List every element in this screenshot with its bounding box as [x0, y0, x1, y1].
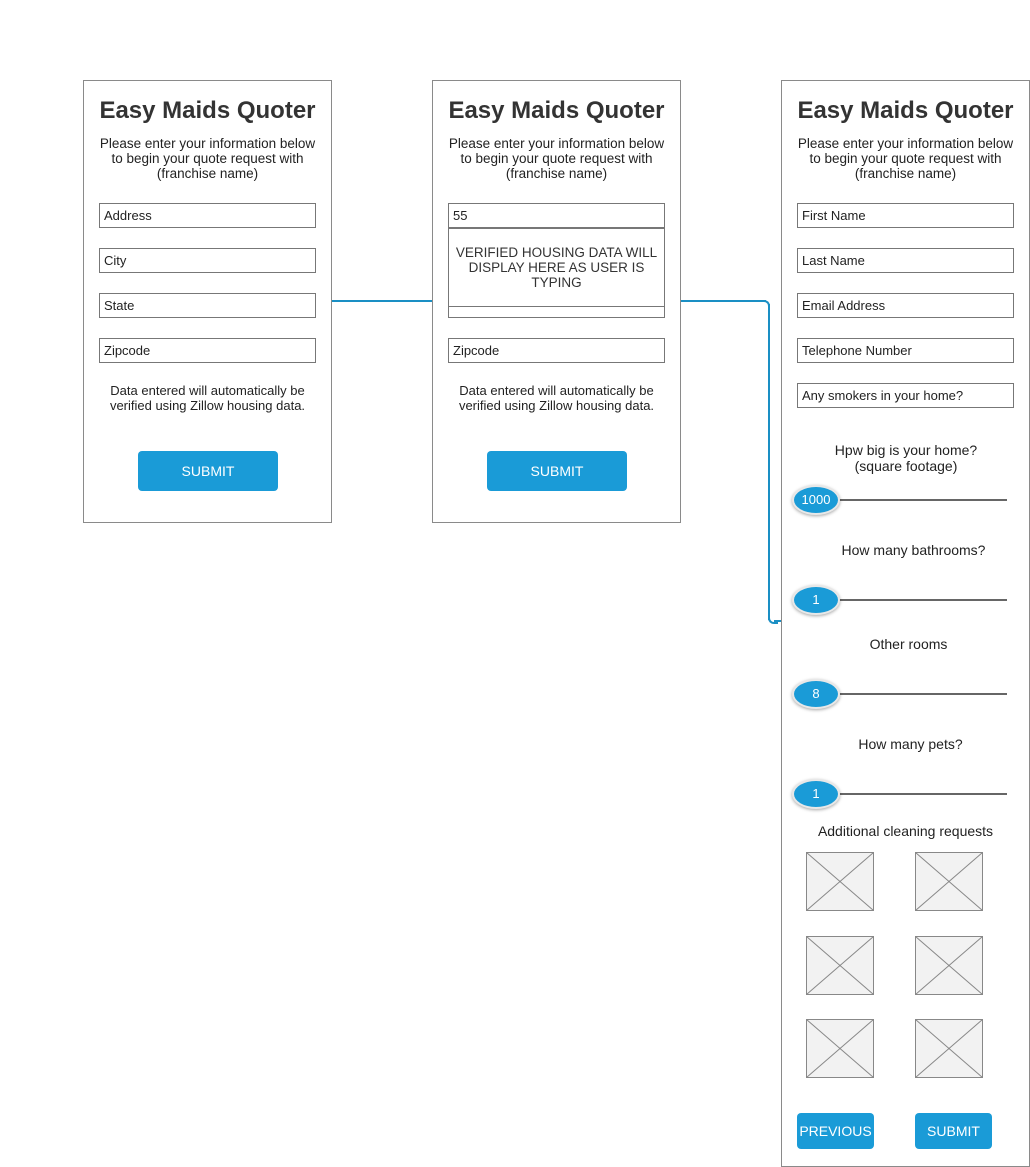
- pets-slider-knob[interactable]: 1: [792, 779, 840, 809]
- pets-label: How many pets?: [858, 736, 963, 752]
- other-rooms-label: Other rooms: [869, 636, 948, 652]
- previous-button[interactable]: PREVIOUS: [797, 1113, 874, 1149]
- zipcode-input[interactable]: Zipcode: [448, 338, 665, 363]
- other-rooms-slider-track[interactable]: [827, 693, 1007, 695]
- square-footage-slider-track[interactable]: [827, 499, 1007, 501]
- last-name-input[interactable]: Last Name: [797, 248, 1014, 273]
- other-rooms-slider-knob[interactable]: 8: [792, 679, 840, 709]
- submit-button[interactable]: SUBMIT: [487, 451, 627, 491]
- request-image-placeholder-icon[interactable]: [915, 852, 983, 911]
- app-title: Easy Maids Quoter: [448, 97, 665, 124]
- screen-address-entry: [83, 80, 332, 523]
- app-title: Easy Maids Quoter: [99, 97, 316, 124]
- square-footage-label: Hpw big is your home? (square footage): [834, 442, 978, 474]
- first-name-input[interactable]: First Name: [797, 203, 1014, 228]
- submit-button[interactable]: SUBMIT: [138, 451, 278, 491]
- telephone-input[interactable]: Telephone Number: [797, 338, 1014, 363]
- bathrooms-slider-track[interactable]: [827, 599, 1007, 601]
- request-image-placeholder-icon[interactable]: [915, 1019, 983, 1078]
- connector-screen1-screen2: [331, 300, 433, 302]
- intro-text: Please enter your information below to begin your quote request with (franchise name): [448, 136, 665, 181]
- email-input[interactable]: Email Address: [797, 293, 1014, 318]
- connector-screen2-screen3-horizontal: [680, 300, 766, 302]
- zillow-note: Data entered will automatically be verified using Zillow housing data.: [109, 383, 306, 413]
- smokers-input[interactable]: Any smokers in your home?: [797, 383, 1014, 408]
- pets-slider-track[interactable]: [827, 793, 1007, 795]
- request-image-placeholder-icon[interactable]: [806, 1019, 874, 1078]
- address-input[interactable]: Address: [99, 203, 316, 228]
- connector-corner-top: [762, 300, 770, 308]
- state-input[interactable]: State: [99, 293, 316, 318]
- city-input[interactable]: City: [99, 248, 316, 273]
- submit-button[interactable]: SUBMIT: [915, 1113, 992, 1149]
- intro-text: Please enter your information below to begin your quote request with (franchise name): [797, 136, 1014, 181]
- request-image-placeholder-icon[interactable]: [915, 936, 983, 995]
- zipcode-input[interactable]: Zipcode: [99, 338, 316, 363]
- bathrooms-slider-knob[interactable]: 1: [792, 585, 840, 615]
- request-image-placeholder-icon[interactable]: [806, 852, 874, 911]
- screen-address-verify: [432, 80, 681, 523]
- request-image-placeholder-icon[interactable]: [806, 936, 874, 995]
- connector-screen2-screen3-vertical: [768, 304, 770, 620]
- screen-quote-details: [781, 80, 1030, 1167]
- verified-housing-data-box: VERIFIED HOUSING DATA WILL DISPLAY HERE AS USER IS TYPING: [448, 228, 665, 307]
- additional-requests-label: Additional cleaning requests: [817, 823, 994, 839]
- zillow-note: Data entered will automatically be verified using Zillow housing data.: [458, 383, 655, 413]
- app-title: Easy Maids Quoter: [797, 97, 1014, 124]
- bathrooms-label: How many bathrooms?: [841, 542, 986, 558]
- square-footage-slider-knob[interactable]: 1000: [792, 485, 840, 515]
- address-input[interactable]: 55: [448, 203, 665, 228]
- intro-text: Please enter your information below to begin your quote request with (franchise name): [99, 136, 316, 181]
